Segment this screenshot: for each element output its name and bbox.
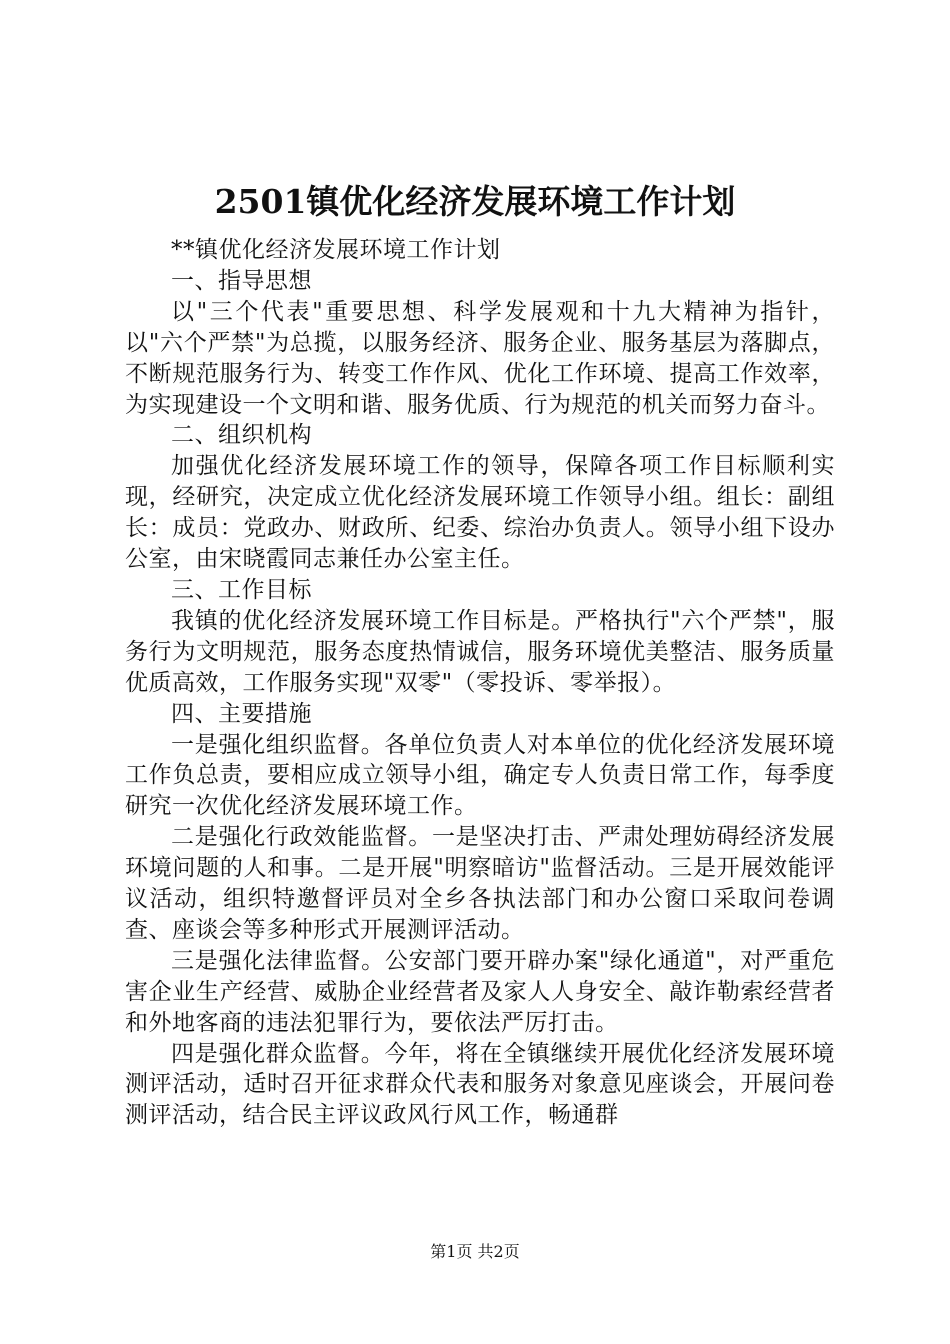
paragraph-guiding-thought: 以"三个代表"重要思想、科学发展观和十九大精神为指针，以"六个严禁"为总揽，以服务经济、服务企业、服务基层为落脚点，不断规范服务行为、转变工作作风、优化工作环境、提高工作效率，为实现建设一个文明和谐、服务优质、行为规范的机关而努力奋斗。: [125, 298, 835, 418]
section-heading-4: 四、主要措施: [171, 700, 312, 727]
paragraph-organization: 加强优化经济发展环境工作的领导，保障各项工作目标顺利实现，经研究，决定成立优化经济发展环境工作领导小组。组长：副组长：成员：党政办、财政所、纪委、综治办负责人。领导小组下设办公室，由宋晓霞同志兼任办公室主任。: [125, 453, 835, 573]
section-heading-1: 一、指导思想: [171, 267, 312, 294]
paragraph-measure-2: 二是强化行政效能监督。一是坚决打击、严肃处理妨碍经济发展环境问题的人和事。二是开展"明察暗访"监督活动。三是开展效能评议活动，组织特邀督评员对全乡各执法部门和办公窗口采取问卷调查、座谈会等多种形式开展测评活动。: [125, 824, 835, 943]
paragraph-measure-1: 一是强化组织监督。各单位负责人对本单位的优化经济发展环境工作负总责，要相应成立领导小组，确定专人负责日常工作，每季度研究一次优化经济发展环境工作。: [125, 731, 835, 820]
paragraph-work-goals: 我镇的优化经济发展环境工作目标是。严格执行"六个严禁"，服务行为文明规范，服务态度热情诚信，服务环境优美整洁、服务质量优质高效，工作服务实现"双零"（零投诉、零举报）。: [125, 607, 835, 696]
paragraph-measure-4: 四是强化群众监督。今年，将在全镇继续开展优化经济发展环境测评活动，适时召开征求群众代表和服务对象意见座谈会，开展问卷测评活动，结合民主评议政风行风工作，畅通群: [125, 1040, 835, 1129]
section-heading-2: 二、组织机构: [171, 422, 312, 449]
paragraph-measure-3: 三是强化法律监督。公安部门要开辟办案"绿化通道"，对严重危害企业生产经营、威胁企业经营者及家人人身安全、敲诈勒索经营者和外地客商的违法犯罪行为，要依法严厉打击。: [125, 947, 835, 1036]
document-title: 2501镇优化经济发展环境工作计划: [214, 182, 736, 221]
section-heading-3: 三、工作目标: [171, 576, 312, 603]
subtitle-paragraph: **镇优化经济发展环境工作计划: [171, 237, 501, 263]
page-number-footer: 第1页 共2页: [430, 1242, 520, 1261]
document-body: [125, 235, 835, 1131]
